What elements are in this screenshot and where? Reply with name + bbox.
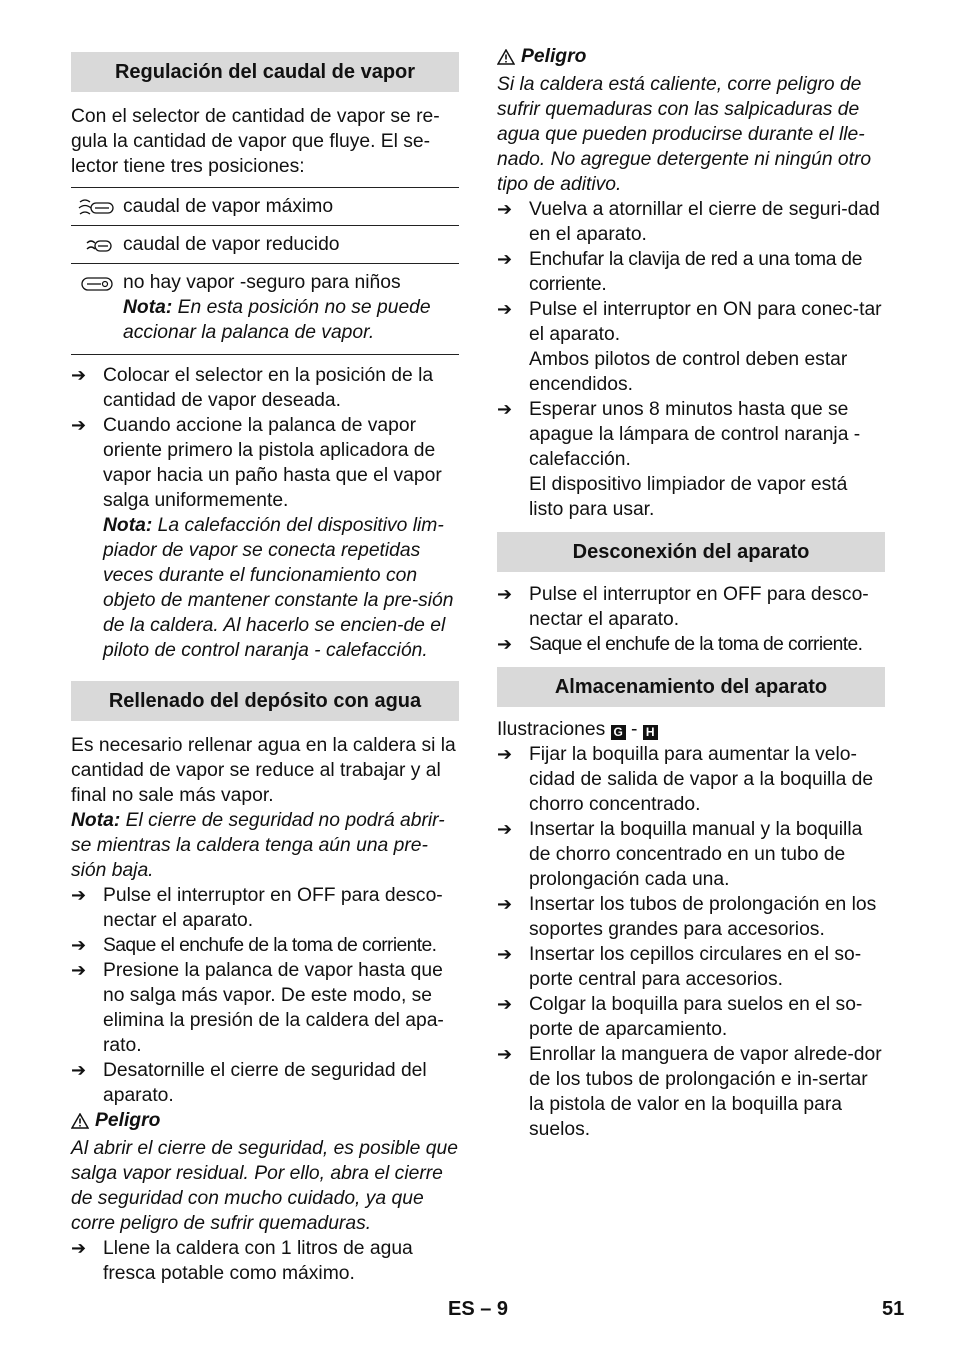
warning-triangle-icon <box>71 1113 89 1129</box>
list-item-text: Vuelva a atornillar el cierre de seguri-dad en el aparato. <box>529 198 880 245</box>
refill-note: Nota: El cierre de seguridad no podrá abrir-se mientras la caldera tenga aún una pre-sión baja. <box>71 810 445 881</box>
list-item <box>497 1042 885 1142</box>
list-item <box>497 582 885 632</box>
list-item <box>497 297 885 397</box>
arrow-right-icon: ➔ <box>497 818 513 839</box>
list-item-text: Insertar los tubos de prolongación en los soportes grandes para accesorios. <box>529 893 877 940</box>
section-heading-storage: Almacenamiento del aparato <box>497 667 885 707</box>
list-item <box>497 992 885 1042</box>
danger-text: Al abrir el cierre de seguridad, es posible que salga vapor residual. Por ello, abra el cierre de seguridad con mucho cuidado, ya que corre peligro de sufrir quemaduras. <box>71 1137 458 1234</box>
list-item-text: Pulse el interruptor en OFF para desco-nectar el aparato. <box>103 885 443 931</box>
list-item <box>497 942 885 992</box>
list-item <box>71 958 459 1058</box>
arrow-right-icon: ➔ <box>497 1043 513 1064</box>
figure-h-badge: H <box>643 725 658 740</box>
figure-g-badge: G <box>611 725 626 740</box>
arrow-right-icon: ➔ <box>497 298 513 319</box>
list-item <box>497 632 885 657</box>
arrow-right-icon: ➔ <box>497 943 513 964</box>
list-item <box>497 247 885 297</box>
arrow-right-icon: ➔ <box>497 993 513 1014</box>
footer-section-number: ES – 9 <box>448 1298 509 1320</box>
warning-triangle-icon <box>497 49 515 65</box>
child-safety-note <box>123 295 459 345</box>
list-item <box>71 883 459 933</box>
arrow-right-icon: ➔ <box>497 198 513 219</box>
list-item-text: Pulse el interruptor en OFF para desco-nectar el aparato. <box>529 583 869 630</box>
table-row <box>71 188 459 226</box>
table-cell: caudal de vapor reducido <box>123 234 340 255</box>
list-item-text: Esperar unos 8 minutos hasta que se apague la lámpara de control naranja - calefacción. El dispositivo limpiador de vapor está listo para usar. <box>529 398 861 520</box>
list-item <box>71 413 459 663</box>
list-item-text: Colgar la boquilla para suelos en el so-porte de aparcamiento. <box>529 993 863 1040</box>
danger-label: Peligro <box>497 44 586 69</box>
danger-block <box>497 44 885 197</box>
refill-intro: Es necesario rellenar agua en la caldera si la cantidad de vapor se reduce al trabajar y al final no sale más vapor. <box>71 735 456 806</box>
left-column <box>71 44 459 1286</box>
section-heading-refill: Rellenado del depósito con agua <box>71 681 459 721</box>
table-row <box>71 264 459 355</box>
danger-label: Peligro <box>71 1108 160 1133</box>
list-item <box>497 817 885 892</box>
list-item-text: Presione la palanca de vapor hasta que no salga más vapor. De este modo, se elimina la presión de la caldera del apa-rato. <box>103 960 444 1056</box>
list-item <box>71 1236 459 1286</box>
list-item <box>71 1058 459 1108</box>
steam-off-icon <box>71 270 123 345</box>
arrow-right-icon: ➔ <box>497 743 513 764</box>
table-cell: caudal de vapor máximo <box>123 196 334 217</box>
arrow-right-icon: ➔ <box>71 935 87 955</box>
list-item <box>71 363 459 413</box>
list-item-text: Enchufar la clavija de red a una toma de corriente. <box>529 248 863 295</box>
no-steam-label: no hay vapor -seguro para niños <box>123 272 401 293</box>
list-item-text: Colocar el selector en la posición de la cantidad de vapor deseada. <box>103 365 434 411</box>
arrow-right-icon: ➔ <box>497 583 513 604</box>
list-item <box>497 742 885 817</box>
list-item-text: Insertar los cepillos circulares en el so-porte central para accesorios. <box>529 943 862 990</box>
note-label: Nota: <box>123 297 173 318</box>
list-item-text: Pulse el interruptor en ON para conec-tar el aparato. Ambos pilotos de control deben estar encendidos. <box>529 298 882 395</box>
steam-settings-table <box>71 187 459 355</box>
note-text: En esta posición no se puede accionar la palanca de vapor. <box>123 297 431 343</box>
list-item-text: Cuando accione la palanca de vapor oriente primero la pistola aplicadora de vapor hacia un paño hasta que el vapor salga uniformemente. Nota: La calefacción del dispositivo lim-piador de vapor se conecta repetidas veces durante el funcionamiento con objeto de mantener constante la pre-sión de la caldera. Al hacerlo se encien-de el piloto de control naranja - calefacción. <box>103 415 454 661</box>
arrow-right-icon: ➔ <box>71 365 87 385</box>
arrow-right-icon: ➔ <box>497 893 513 914</box>
arrow-right-icon: ➔ <box>497 633 513 654</box>
table-cell <box>123 270 459 345</box>
list-item-text: Desatornille el cierre de seguridad del aparato. <box>103 1060 427 1106</box>
arrow-right-icon: ➔ <box>71 960 87 980</box>
list-item-text: Saque el enchufe de la toma de corriente. <box>103 935 437 956</box>
list-item <box>71 933 459 958</box>
list-item-text: Insertar la boquilla manual y la boquilla de chorro concentrado en un tubo de prolongación cada una. <box>529 818 863 890</box>
steam-flow-intro: Con el selector de cantidad de vapor se re-gula la cantidad de vapor que fluye. El se-lector tiene tres posiciones: <box>71 106 440 177</box>
footer-page-number: 51 <box>882 1298 905 1320</box>
danger-block <box>71 1108 459 1236</box>
section-heading-steam-flow: Regulación del caudal de vapor <box>71 52 459 92</box>
arrow-right-icon: ➔ <box>497 398 513 419</box>
table-row <box>71 226 459 264</box>
illustrations-ref: Ilustraciones G - H <box>497 717 885 742</box>
list-item <box>497 892 885 942</box>
list-item-text: Fijar la boquilla para aumentar la velo-cidad de salida de vapor a la boquilla de chorro concentrado. <box>529 743 874 815</box>
list-item-text: Saque el enchufe de la toma de corriente. <box>529 633 863 655</box>
arrow-right-icon: ➔ <box>71 1237 87 1258</box>
arrow-right-icon: ➔ <box>497 248 513 269</box>
right-column <box>497 44 885 1142</box>
arrow-right-icon: ➔ <box>71 885 87 905</box>
list-item <box>497 397 885 522</box>
steam-reduced-icon <box>71 232 123 258</box>
section-heading-switch-off: Desconexión del aparato <box>497 532 885 572</box>
list-item-text: Llene la caldera con 1 litros de agua fresca potable como máximo. <box>103 1237 413 1284</box>
danger-text: Si la caldera está caliente, corre peligro de sufrir quemaduras con las salpicaduras de agua que pueden producirse durante el lle-nado. No agregue detergente ni ningún otro tipo de aditivo. <box>497 73 872 195</box>
arrow-right-icon: ➔ <box>71 415 87 435</box>
steam-max-icon <box>71 194 123 220</box>
heating-note: Nota: La calefacción del dispositivo lim-piador de vapor se conecta repetidas veces durante el funcionamiento con objeto de mantener constante la pre-sión de la caldera. Al hacerlo se encien-de el piloto de control naranja - calefacción. <box>103 515 454 661</box>
list-item <box>497 197 885 247</box>
list-item-text: Enrollar la manguera de vapor alrede-dor de los tubos de prolongación e in-sertar la pistola de valor en la boquilla para suelos. <box>529 1043 882 1140</box>
arrow-right-icon: ➔ <box>71 1060 87 1080</box>
